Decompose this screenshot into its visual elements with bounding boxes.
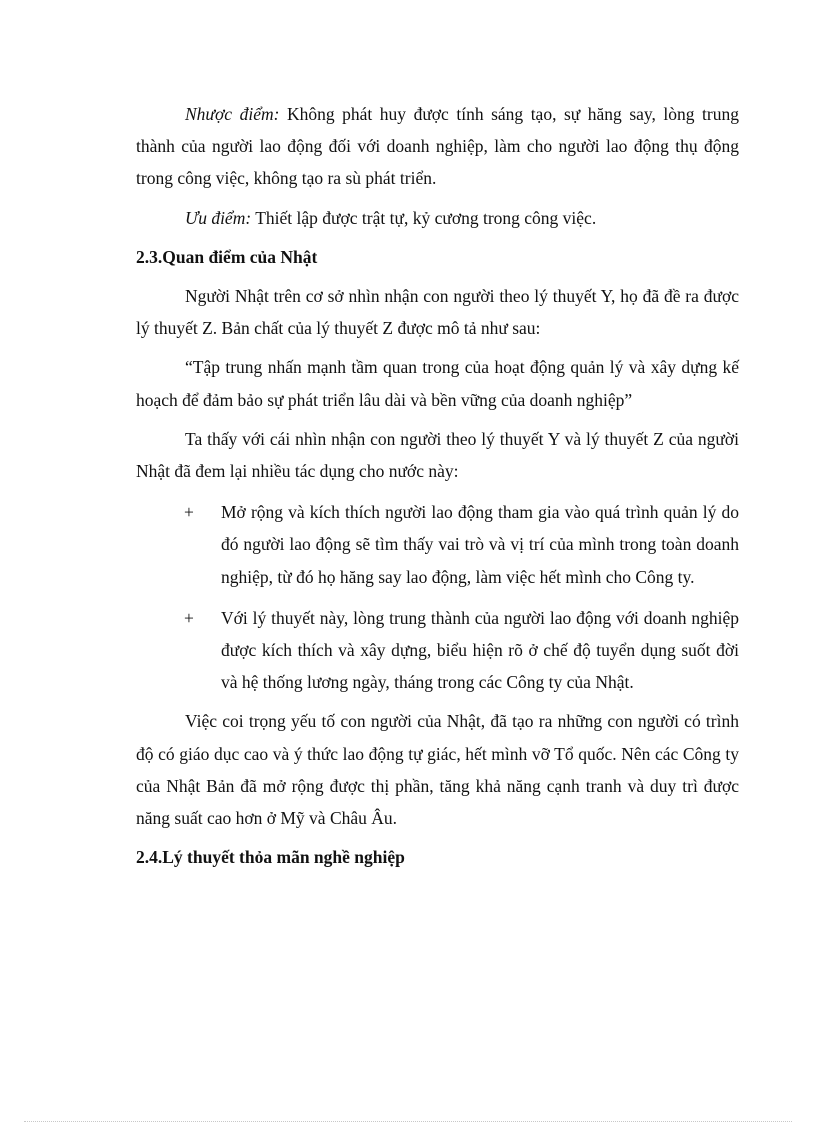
- bullet-item-1: [136, 496, 739, 593]
- paragraph-japan-conclusion: Việc coi trọng yếu tố con người của Nhật, đã tạo ra những con người có trình độ có giáo dục cao và ý thức lao động tự giác, hết mình vỡ Tổ quốc. Nên các Công ty của Nhật Bản đã mở rộng được thị phần, tăng khả năng cạnh tranh và duy trì được năng suất cao hơn ở Mỹ và Châu Âu.: [136, 711, 739, 829]
- paragraph-disadvantages: [136, 98, 739, 195]
- text-disadvantages: Không phát huy được tính sáng tạo, sự hăng say, lòng trung thành của người lao động đối với doanh nghiệp, làm cho người lao động thụ động trong công việc, không tạo ra sù phát triển.: [136, 104, 740, 189]
- paragraph-theory-z-intro: Người Nhật trên cơ sở nhìn nhận con người theo lý thuyết Y, họ đã đề ra được lý thuyết Z. Bản chất của lý thuyết Z được mô tả như sau:: [136, 286, 739, 339]
- document-body: [136, 98, 739, 873]
- text-advantages: Thiết lập được trật tự, kỷ cương trong công việc.: [251, 207, 597, 228]
- section-heading-2-3: 2.3.Quan điểm của Nhật: [136, 246, 318, 267]
- bullet-item-2: [136, 602, 739, 699]
- paragraph-advantages: [136, 202, 739, 234]
- page-bottom-divider: [24, 1121, 792, 1122]
- bullet-mark: +: [184, 607, 194, 628]
- paragraph-effects-intro: Ta thấy với cái nhìn nhận con người theo lý thuyết Y và lý thuyết Z của người Nhật đã đem lại nhiều tác dụng cho nước này:: [136, 428, 739, 482]
- bullet-mark: +: [184, 502, 194, 523]
- bullet-text-1: Mở rộng và kích thích người lao động tham gia vào quá trình quản lý do đó người lao động sẽ tìm thấy vai trò và vị trí của mình trong toàn doanh nghiệp, từ đó họ hăng say lao động, làm việc hết mình cho Công ty.: [221, 502, 739, 587]
- paragraph-theory-z-quote: “Tập trung nhấn mạnh tầm quan trong của hoạt động quản lý và xây dựng kế hoạch để đảm bảo sự phát triển lâu dài và bền vững của doanh nghiệp”: [136, 357, 739, 410]
- label-disadvantages: Nhược điểm:: [185, 104, 280, 124]
- label-advantages: Ưu điểm:: [185, 207, 252, 228]
- bullet-text-2: Với lý thuyết này, lòng trung thành của người lao động với doanh nghiệp được kích thích và xây dựng, biểu hiện rõ ở chế độ tuyển dụng suốt đời và hệ thống lương ngày, tháng trong các Công ty của Nhật.: [221, 607, 739, 693]
- section-heading-2-4: 2.4.Lý thuyết thỏa mãn nghề nghiệp: [136, 847, 405, 868]
